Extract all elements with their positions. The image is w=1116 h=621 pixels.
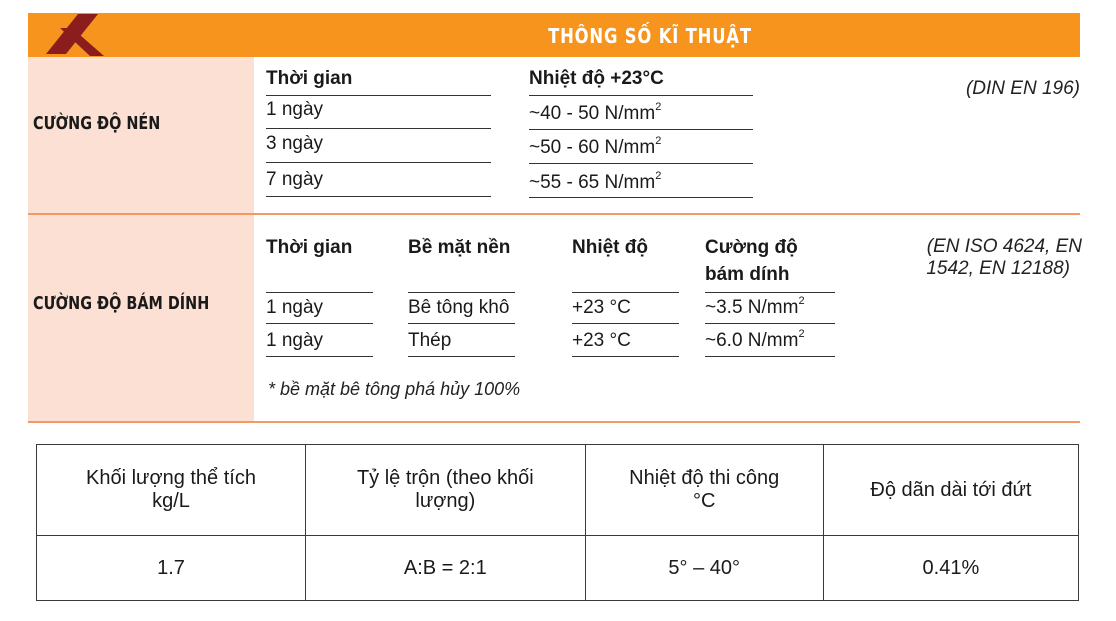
table-header-row: [37, 445, 1079, 536]
adhesion-standard-line1: (EN ISO 4624, EN: [926, 236, 1082, 257]
adhesion-section-label: CƯỜNG ĐỘ BÁM DÍNH: [33, 293, 210, 314]
divider: [266, 128, 491, 129]
divider: [529, 95, 753, 96]
adhesion-temp-1: +23 °C: [572, 297, 631, 318]
table-header-cell: Nhiệt độ thi công °C: [585, 445, 823, 536]
adhesion-surface-1: Bê tông khô: [408, 297, 510, 318]
adhesion-col-surface: Bề mặt nền: [408, 237, 511, 258]
divider: [408, 323, 515, 324]
adhesion-standard-line2: 1542, EN 12188): [926, 258, 1070, 279]
compressive-value-3: ~55 - 65 $N/mm^2$: [529, 170, 662, 193]
divider: [266, 95, 491, 96]
adhesion-col-strength-line2: bám dính: [705, 264, 790, 285]
table-cell: 5° – 40°: [585, 536, 823, 601]
divider: [705, 356, 835, 357]
adhesion-value-2: ~6.0 $N/mm^2$: [705, 328, 805, 351]
divider: [408, 292, 515, 293]
brand-logo-icon: [26, 10, 106, 58]
adhesion-time-1: 1 ngày: [266, 297, 324, 318]
table-cell: 1.7: [37, 536, 306, 601]
compressive-value-1: ~40 - 50 $N/mm^2$: [529, 101, 662, 124]
compressive-standard: (DIN EN 196): [965, 78, 1080, 99]
properties-table: [36, 444, 1079, 601]
adhesion-note: * bề mặt bê tông phá hủy 100%: [268, 379, 521, 399]
page-title: THÔNG SỐ KĨ THUẬT: [548, 24, 752, 48]
adhesion-col-time: Thời gian: [266, 237, 353, 258]
divider: [266, 196, 491, 197]
divider: [529, 197, 753, 198]
divider: [572, 292, 679, 293]
adhesion-surface-2: Thép: [408, 330, 452, 351]
adhesion-time-2: 1 ngày: [266, 330, 324, 351]
compressive-section-label: CƯỜNG ĐỘ NÉN: [33, 113, 161, 134]
compressive-value-2: ~50 - 60 $N/mm^2$: [529, 135, 662, 158]
compressive-time-1: 1 ngày: [266, 99, 324, 120]
compressive-col-temp: Nhiệt độ +23°C: [529, 68, 664, 89]
divider: [408, 356, 515, 357]
divider: [529, 163, 753, 164]
divider: [572, 356, 679, 357]
table-header-cell: Khối lượng thể tích kg/L: [37, 445, 306, 536]
adhesion-col-temp: Nhiệt độ: [572, 237, 648, 258]
divider: [529, 129, 753, 130]
table-cell: 0.41%: [823, 536, 1078, 601]
divider: [705, 292, 835, 293]
divider: [266, 162, 491, 163]
compressive-label-band: [28, 57, 254, 214]
table-header-cell: Tỷ lệ trộn (theo khối lượng): [306, 445, 586, 536]
divider: [705, 323, 835, 324]
compressive-col-time: Thời gian: [266, 68, 353, 89]
divider: [572, 323, 679, 324]
compressive-time-2: 3 ngày: [266, 133, 324, 154]
compressive-time-3: 7 ngày: [266, 169, 324, 190]
adhesion-col-strength-line1: Cường độ: [705, 237, 798, 258]
adhesion-value-1: ~3.5 $N/mm^2$: [705, 295, 805, 318]
divider: [266, 292, 373, 293]
table-cell: A:B = 2:1: [306, 536, 586, 601]
table-row: [37, 536, 1079, 601]
divider: [266, 323, 373, 324]
adhesion-temp-2: +23 °C: [572, 330, 631, 351]
table-header-cell: Độ dãn dài tới đứt: [823, 445, 1078, 536]
divider: [266, 356, 373, 357]
section-divider: [28, 421, 1080, 423]
adhesion-label-band: [28, 215, 254, 421]
